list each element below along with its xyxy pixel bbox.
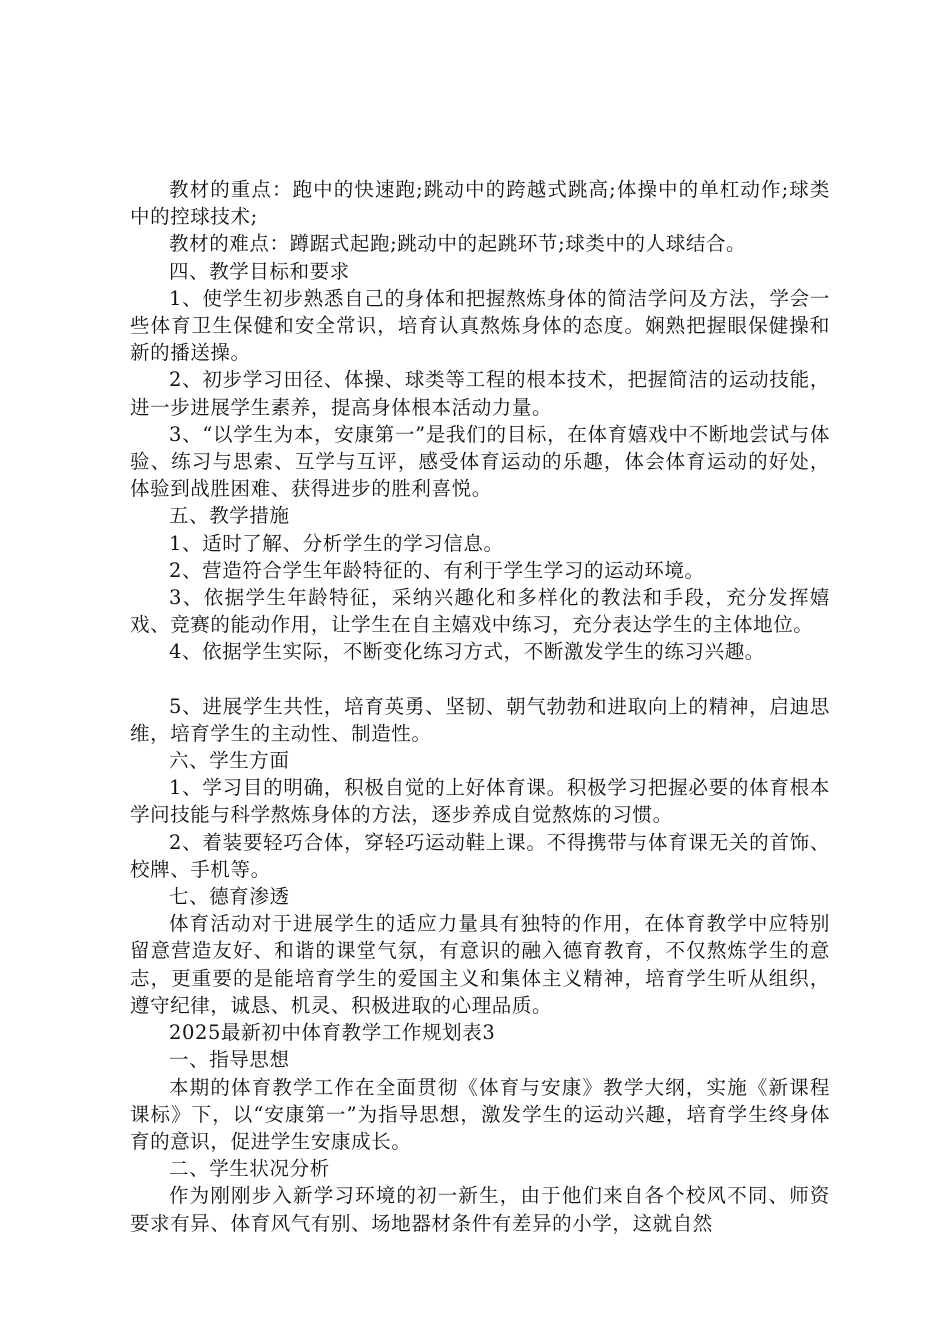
paragraph-measure-4: 4、依据学生实际，不断变化练习方式，不断激发学生的练习兴趣。 [169, 640, 765, 664]
paragraph-goal-1: 1、使学生初步熟悉自己的身体和把握熬炼身体的简洁学问及方法，学会一些体育卫生保健和安全常识，培育认真熬炼身体的态度。娴熟把握眼保健操和新的播送操。 [130, 286, 830, 365]
paragraph-moral-education: 体育活动对于进展学生的适应力量具有独特的作用，在体育教学中应特别留意营造友好、和谐的课堂气氛，有意识的融入德育教育，不仅熬炼学生的意志，更重要的是能培育学生的爱国主义和集体主义精神，培育学生听从组织，遵守纪律，诚恳、机灵、积极进取的心理品质。 [130, 912, 830, 1017]
paragraph-student-2: 2、着装要轻巧合体，穿轻巧运动鞋上课。不得携带与体育课无关的首饰、校牌、手机等。 [130, 830, 830, 881]
heading-section-7: 七、德育渗透 [169, 885, 290, 909]
heading-section-6: 六、学生方面 [169, 749, 290, 773]
paragraph-difficult-points: 教材的难点：蹲踞式起跑;跳动中的起跳环节;球类中的人球结合。 [169, 232, 747, 256]
paragraph-measure-1: 1、适时了解、分析学生的学习信息。 [169, 531, 504, 555]
heading-section-4: 四、教学目标和要求 [169, 259, 350, 283]
paragraph-student-analysis: 作为刚刚步入新学习环境的初一新生，由于他们来自各个校风不同、师资要求有异、体育风气有别、场地器材条件有差异的小学，这就自然 [130, 1184, 830, 1235]
paragraph-gap [130, 666, 830, 693]
paragraph-goal-2: 2、初步学习田径、体操、球类等工程的根本技术，把握简洁的运动技能，进一步进展学生素养，提高身体根本活动力量。 [130, 368, 830, 419]
paragraph-measure-2: 2、营造符合学生年龄特征的、有利于学生学习的运动环境。 [169, 558, 705, 582]
document-subtitle: 2025最新初中体育教学工作规划表3 [169, 1021, 496, 1045]
heading-guiding-ideology: 一、指导思想 [169, 1048, 290, 1072]
heading-student-analysis: 二、学生状况分析 [169, 1157, 330, 1181]
paragraph-measure-3: 3、依据学生年龄特征，采纳兴趣化和多样化的教法和手段，充分发挥嬉戏、竞赛的能动作用，让学生在自主嬉戏中练习，充分表达学生的主体地位。 [130, 586, 830, 637]
paragraph-student-1: 1、学习目的明确，积极自觉的上好体育课。积极学习把握必要的体育根本学问技能与科学熬炼身体的方法，逐步养成自觉熬炼的习惯。 [130, 776, 830, 827]
paragraph-guiding-ideology: 本期的体育教学工作在全面贯彻《体育与安康》教学大纲，实施《新课程课标》下，以“安康第一”为指导思想，激发学生的运动兴趣，培育学生终身体育的意识，促进学生安康成长。 [130, 1075, 830, 1153]
paragraph-measure-5: 5、进展学生共性，培育英勇、坚韧、朝气勃勃和进取向上的精神，启迪思维，培育学生的主动性、制造性。 [130, 694, 830, 745]
paragraph-goal-3: 3、“以学生为本，安康第一”是我们的目标，在体育嬉戏中不断地尝试与体验、练习与思索、互学与互评，感受体育运动的乐趣，体会体育运动的好处，体验到战胜困难、获得进步的胜利喜悦。 [130, 422, 830, 501]
document-body [130, 176, 830, 1237]
heading-section-5: 五、教学措施 [169, 504, 290, 528]
paragraph-key-points: 教材的重点：跑中的快速跑;跳动中的跨越式跳高;体操中的单杠动作;球类中的控球技术; [130, 178, 830, 229]
